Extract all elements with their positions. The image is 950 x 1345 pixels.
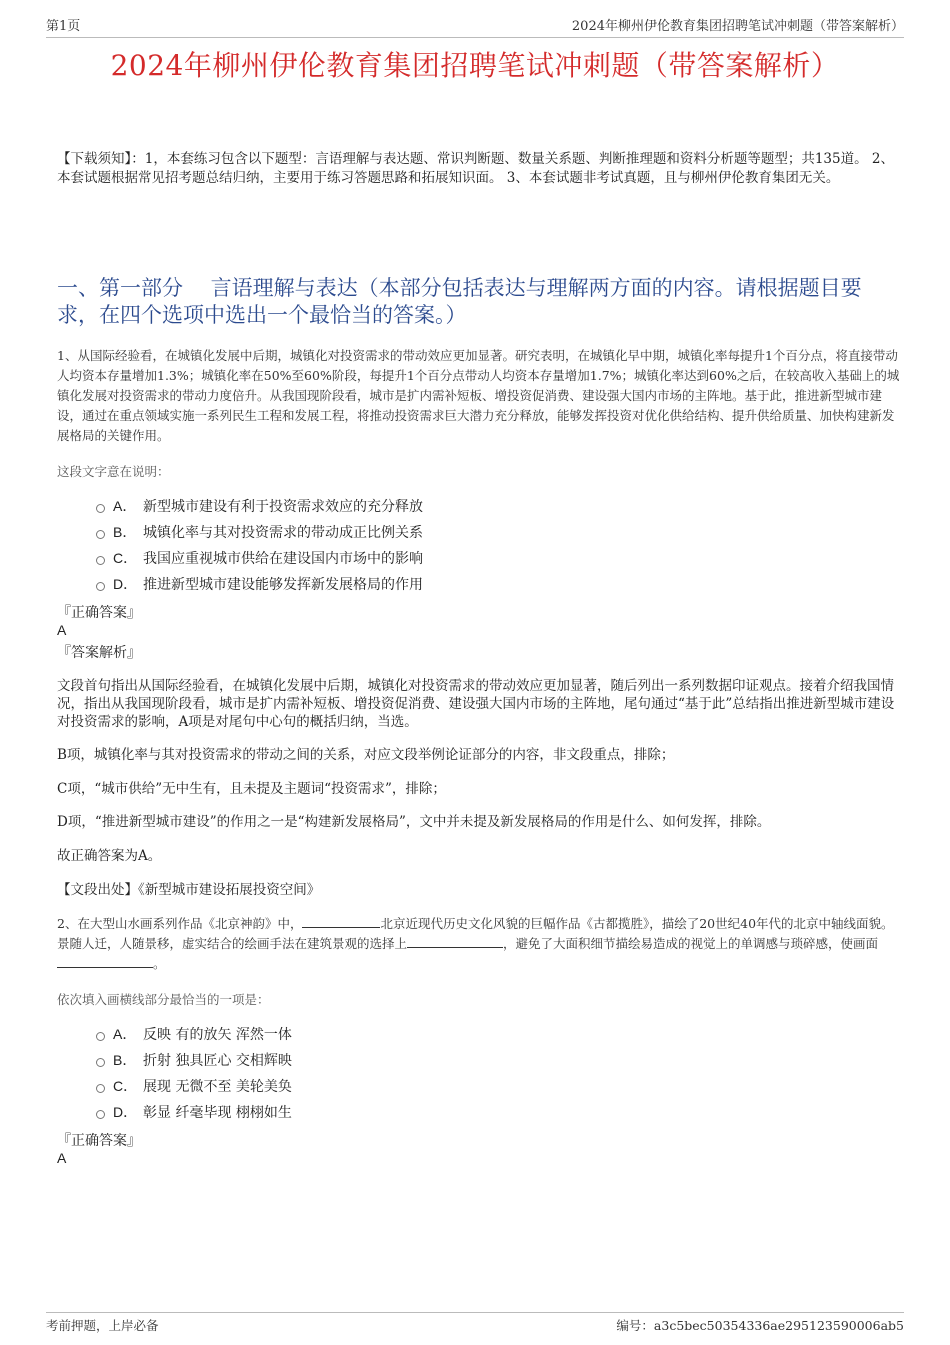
question-1-option-b[interactable]: B． 城镇化率与其对投资需求的带动成正比例关系	[96, 519, 423, 545]
radio-icon[interactable]	[96, 504, 105, 513]
question-2-answer: A	[57, 1150, 67, 1166]
question-2-option-c[interactable]: C． 展现 无微不至 美轮美奂	[96, 1073, 292, 1099]
question-2-option-b[interactable]: B． 折射 独具匠心 交相辉映	[96, 1047, 292, 1073]
question-2-option-d[interactable]: D． 彰显 纤毫毕现 栩栩如生	[96, 1099, 292, 1125]
question-2-prompt: 依次填入画横线部分最恰当的一项是：	[57, 992, 270, 1007]
question-2-option-a[interactable]: A． 反映 有的放矢 浑然一体	[96, 1021, 292, 1047]
question-1-option-d[interactable]: D． 推进新型城市建设能够发挥新发展格局的作用	[96, 571, 423, 597]
radio-icon[interactable]	[96, 530, 105, 539]
question-1-prompt: 这段文字意在说明：	[57, 464, 170, 479]
header-doc-title: 2024年柳州伊伦教育集团招聘笔试冲刺题（带答案解析）	[571, 19, 904, 34]
question-1-analysis-para: 故正确答案为A。	[57, 848, 162, 864]
radio-icon[interactable]	[96, 582, 105, 591]
question-1-source: 【文段出处】《新型城市建设拓展投资空间》	[57, 882, 321, 898]
question-1-analysis-label: 『答案解析』	[57, 645, 141, 661]
radio-icon[interactable]	[96, 1058, 105, 1067]
fill-blank[interactable]	[57, 955, 153, 968]
fill-blank[interactable]	[302, 915, 380, 928]
question-1-answer: A	[57, 622, 67, 638]
fill-blank[interactable]	[407, 935, 503, 948]
question-1-answer-label: 『正确答案』	[57, 605, 141, 621]
document-title: 2024年柳州伊伦教育集团招聘笔试冲刺题（带答案解析）	[110, 49, 840, 82]
page-header	[46, 14, 904, 38]
question-1-analysis-para: C项，“城市供给”无中生有，且未提及主题词“投资需求”，排除；	[57, 781, 446, 797]
question-1-options	[96, 493, 423, 597]
question-1-text: 1、从国际经验看，在城镇化发展中后期，城镇化对投资需求的带动效应更加显著。研究表明，在城镇化早中期，城镇化率每提升1个百分点，将直接带动人均资本存量增加1.3%；城镇化率在50%至60%阶段，每提升1个百分点带动人均资本存量增加1.7%；城镇化率达到60%之后，在较高收入基础上的城镇化发展对投资需求的带动力度倍升。从我国现阶段看，城市是扩内需补短板、增投资促消费、建设强大国内市场的主阵地。基于此，推进新型城市建设，通过在重点领域实施一系列民生工程和发展工程，将推动投资需求巨大潜力充分释放，能够发挥投资对优化供给结构、提升供给质量、加快构建新发展格局的关键作用。	[57, 348, 900, 443]
question-2-text: 2、在大型山水画系列作品《北京神韵》中， 北京近现代历史文化风貌的巨幅作品《古都揽胜》，描绘了20世纪40年代的北京中轴线面貌。景随人迁，人随景移，虚实结合的绘画手法在建筑景观的选择上 ，避免了大面积细节描绘易造成的视觉上的单调感与琐碎感，使画面。	[57, 916, 894, 971]
radio-icon[interactable]	[96, 1110, 105, 1119]
question-1-analysis-para: 文段首句指出从国际经验看，在城镇化发展中后期，城镇化对投资需求的带动效应更加显著，随后列出一系列数据印证观点。接着介绍我国情况，指出从我国现阶段看，城市是扩内需补短板、增投资促消费、建设强大国内市场的主阵地，尾句通过“基于此”总结指出推进新型城市建设对投资需求的影响，A项是对尾句中心句的概括归纳，当选。	[57, 678, 895, 730]
radio-icon[interactable]	[96, 556, 105, 565]
page-number: 第1页	[46, 19, 81, 34]
question-1-option-a[interactable]: A． 新型城市建设有利于投资需求效应的充分释放	[96, 493, 423, 519]
footer-slogan: 考前押题，上岸必备	[46, 1318, 159, 1333]
section-heading: 一、第一部分 言语理解与表达（本部分包括表达与理解两方面的内容。请根据题目要求，在四个选项中选出一个最恰当的答案。）	[57, 276, 862, 327]
radio-icon[interactable]	[96, 1032, 105, 1041]
question-2-answer-label: 『正确答案』	[57, 1133, 141, 1149]
question-1-analysis-para: D项，“推进新型城市建设”的作用之一是“构建新发展格局”，文中并未提及新发展格局的作用是什么、如何发挥，排除。	[57, 814, 771, 830]
question-1-option-c[interactable]: C． 我国应重视城市供给在建设国内市场中的影响	[96, 545, 423, 571]
question-1-analysis-para: B项，城镇化率与其对投资需求的带动之间的关系，对应文段举例论证部分的内容，非文段重点，排除；	[57, 747, 675, 763]
page-footer	[46, 1312, 904, 1334]
radio-icon[interactable]	[96, 1084, 105, 1093]
question-2-options	[96, 1021, 292, 1125]
footer-serial: 编号：a3c5bec50354336ae295123590006ab5	[616, 1318, 904, 1333]
download-notice: 【下载须知】：1，本套练习包含以下题型：言语理解与表达题、常识判断题、数量关系题、判断推理题和资料分析题等题型；共135道。 2、本套试题根据常见招考题总结归纳，主要用于练习答题思路和拓展知识面。 3、本套试题非考试真题，且与柳州伊伦教育集团无关。	[57, 151, 894, 186]
